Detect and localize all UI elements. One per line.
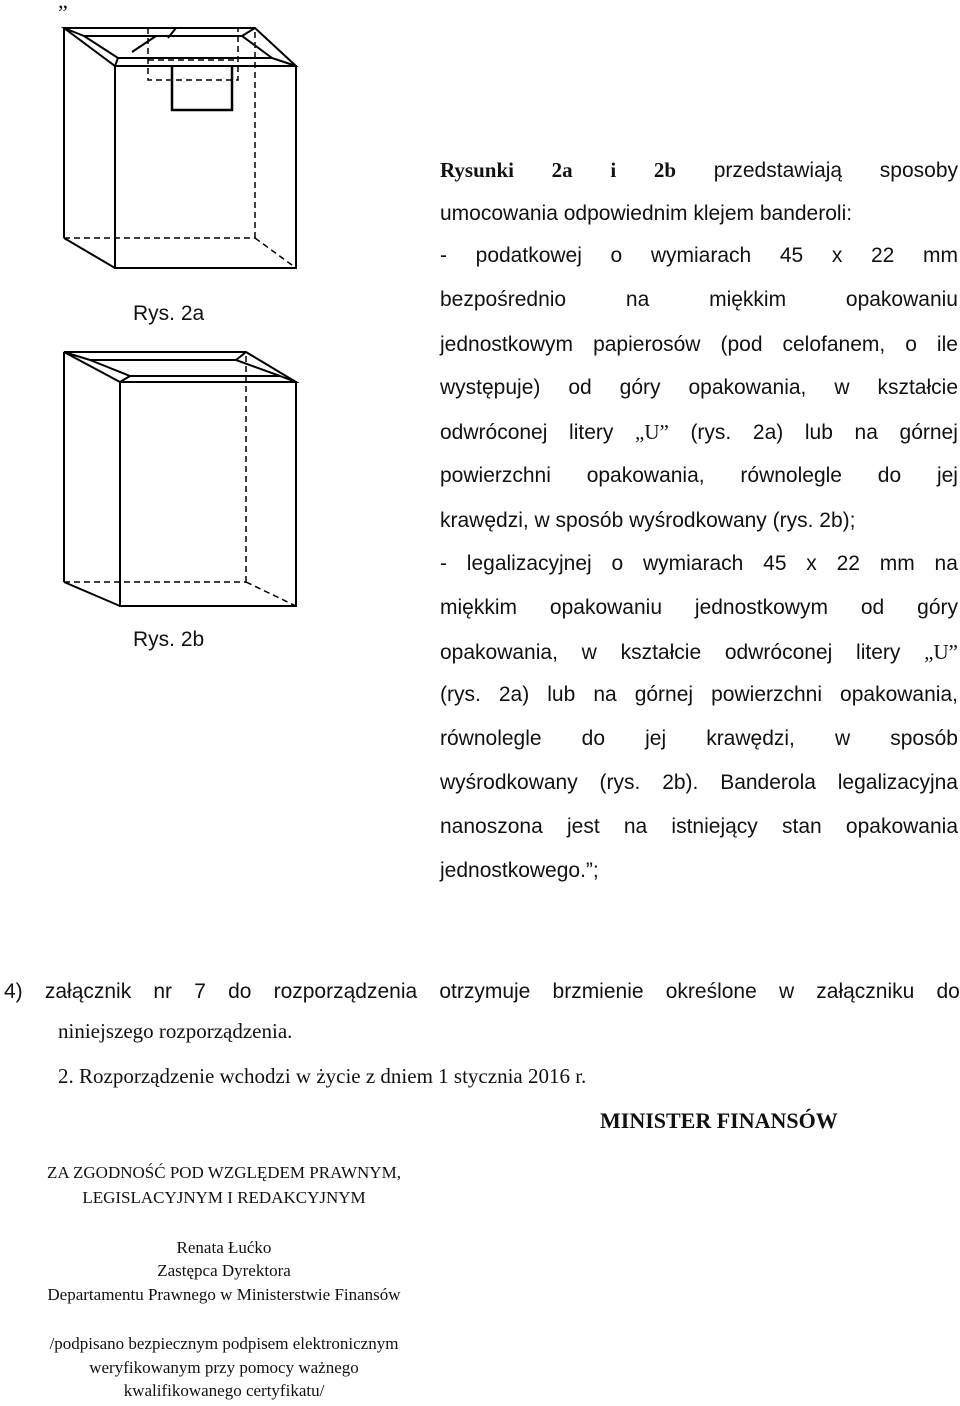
point-4-line-2: niniejszego rozporządzenia. [58,1019,293,1043]
desc-word: występuje) [440,376,541,399]
desc-word: 22 [836,552,860,575]
desc-word: góry [619,376,661,399]
desc-word: 45 [779,244,804,267]
desc-word: (rys. [690,421,732,444]
desc-word: x [806,552,817,575]
desc-line-13 [440,683,958,709]
desc-word: 2b). [662,771,699,794]
point-4-word: brzmienie [552,980,644,1003]
desc-word: powierzchni [440,464,551,487]
desc-word: na [934,552,958,575]
desc-word: sposoby [879,159,958,182]
figure-2b-drawing [0,330,320,630]
desc-line-2: umocowania odpowiednim klejem banderoli: [440,202,853,225]
desc-word: górnej [634,683,694,706]
desc-word: wymiarach [650,244,752,267]
desc-word: góry [917,596,958,619]
desc-word: równolegle [740,464,842,487]
desc-word: jednostkowym [694,596,828,619]
point-4-word: do [936,980,960,1003]
desc-line-15 [440,771,958,797]
desc-word: od [860,596,885,619]
desc-line-16 [440,815,958,841]
desc-word: o [905,333,917,356]
point-4-line-1 [4,980,960,1004]
desc-word: 2a) [498,683,530,706]
e-signature-line-2: weryfikowanym przy pomocy ważnego [89,1358,359,1377]
desc-word: sposób [890,727,958,750]
desc-word: 2a [551,158,573,182]
desc-line-8 [440,464,958,490]
desc-word: (rys. [599,771,641,794]
stamp-line-1: ZA ZGODNOŚĆ POD WZGLĘDEM PRAWNYM, [47,1163,401,1182]
signer-role: Zastępca Dyrektora [157,1261,291,1280]
open-quote-mark: „ [58,0,68,13]
desc-word: ile [936,333,958,356]
desc-word: 22 [871,244,895,267]
desc-word: do [581,727,606,750]
desc-word: górnej [899,421,958,444]
point-4-word: otrzymuje [439,980,531,1003]
desc-word: podatkowej [475,244,582,267]
desc-word: wyśrodkowany [440,771,578,794]
desc-line-14 [440,727,958,753]
point-4-word: załączniku [816,980,915,1003]
desc-word: celofanem, [782,333,886,356]
desc-word: Rysunki [440,158,514,182]
desc-word: na [623,815,648,838]
desc-word: 45 [763,552,787,575]
point-4-word: określone [665,980,757,1003]
desc-line-12 [440,640,958,666]
desc-word: jej [645,727,667,750]
desc-word: na [593,683,617,706]
desc-word: do [877,464,902,487]
desc-word: opakowaniu [549,596,662,619]
desc-word: „U” [924,640,958,664]
desc-word: stan [782,815,822,838]
desc-line-9: krawędzi, w sposób wyśrodkowany (rys. 2b); [440,509,856,532]
desc-line-11 [440,596,958,622]
signer-department: Departamentu Prawnego w Ministerstwie Finansów [47,1285,401,1304]
point-4-word: rozporządzenia [273,980,418,1003]
desc-word: wymiarach [642,552,744,575]
desc-word: powierzchni [711,683,823,706]
desc-word: legalizacyjnej [466,552,592,575]
desc-word: jednostkowym [440,333,574,356]
desc-word: (pod [720,333,763,356]
desc-word: x [831,244,843,267]
desc-word: w [834,376,850,399]
desc-line-3 [440,244,958,270]
desc-word: kształcie [620,641,702,664]
desc-word: miękkim [709,288,787,311]
desc-word: i [610,158,617,182]
minister-signature-title: MINISTER FINANSÓW [600,1108,838,1133]
desc-word: - [440,244,447,267]
desc-word: w [834,727,851,750]
desc-word: od [568,376,592,399]
desc-word: lub [804,421,833,444]
desc-word: jest [566,815,600,838]
desc-word: lub [547,683,576,706]
desc-word: przedstawiają [713,159,843,182]
desc-word: litery [569,421,614,444]
desc-word: - [440,552,447,575]
figure-2a-drawing [0,0,320,290]
point-4-word: do [228,980,252,1003]
desc-word: opakowaniu [845,288,958,311]
paragraph-2: 2. Rozporządzenie wchodzi w życie z dniem 1 stycznia 2016 r. [58,1064,587,1088]
desc-word: mm [879,552,915,575]
desc-word: na [854,421,878,444]
point-4-word: 7 [194,980,206,1003]
desc-line-10 [440,552,958,578]
desc-word: o [610,244,623,267]
desc-word: kształcie [877,376,958,399]
desc-word: jej [936,464,958,487]
desc-word: „U” [635,420,669,444]
desc-line-6 [440,376,958,402]
desc-word: legalizacyjna [837,771,958,794]
point-4-word: załącznik [44,980,132,1003]
desc-word: istniejący [671,815,758,838]
desc-line-1 [440,158,958,184]
desc-word: litery [856,641,901,664]
desc-word: odwróconej [724,641,833,664]
desc-word: na [625,288,650,311]
desc-line-5 [440,333,958,359]
desc-word: bezpośrednio [440,288,567,311]
desc-word: o [611,552,624,575]
point-4-word: w [778,980,795,1003]
desc-word: papierosów [593,333,701,356]
desc-word: krawędzi, [706,727,795,750]
desc-line-7 [440,420,958,446]
desc-word: równolegle [440,727,542,750]
desc-line-4 [440,288,958,314]
desc-word: (rys. [440,683,481,706]
desc-word: Banderola [720,771,816,794]
desc-word: odwróconej [440,421,548,444]
e-signature-line-1: /podpisano bezpiecznym podpisem elektronicznym [49,1334,399,1353]
figure-2b-label: Rys. 2b [133,628,205,651]
desc-word: opakowania, [440,641,558,664]
desc-word: opakowania, [688,376,807,399]
stamp-line-2: LEGISLACYJNYM I REDAKCYJNYM [82,1188,366,1207]
figure-2a-label: Rys. 2a [133,302,205,325]
desc-word: 2a) [752,421,784,444]
e-signature-line-3: kwalifikowanego certyfikatu/ [123,1381,325,1400]
desc-word: opakowania [845,815,958,838]
point-4-word: 4) [4,980,23,1003]
desc-word: mm [923,244,958,267]
desc-word: 2b [653,158,677,182]
desc-word: w [581,641,597,664]
desc-word: nanoszona [440,815,543,838]
point-4-word: nr [153,980,173,1003]
desc-word: opakowania, [586,464,705,487]
desc-line-17: jednostkowego.”; [440,859,599,882]
desc-word: miękkim [440,596,517,619]
signer-name: Renata Łućko [176,1238,272,1257]
desc-word: opakowania, [840,683,958,706]
